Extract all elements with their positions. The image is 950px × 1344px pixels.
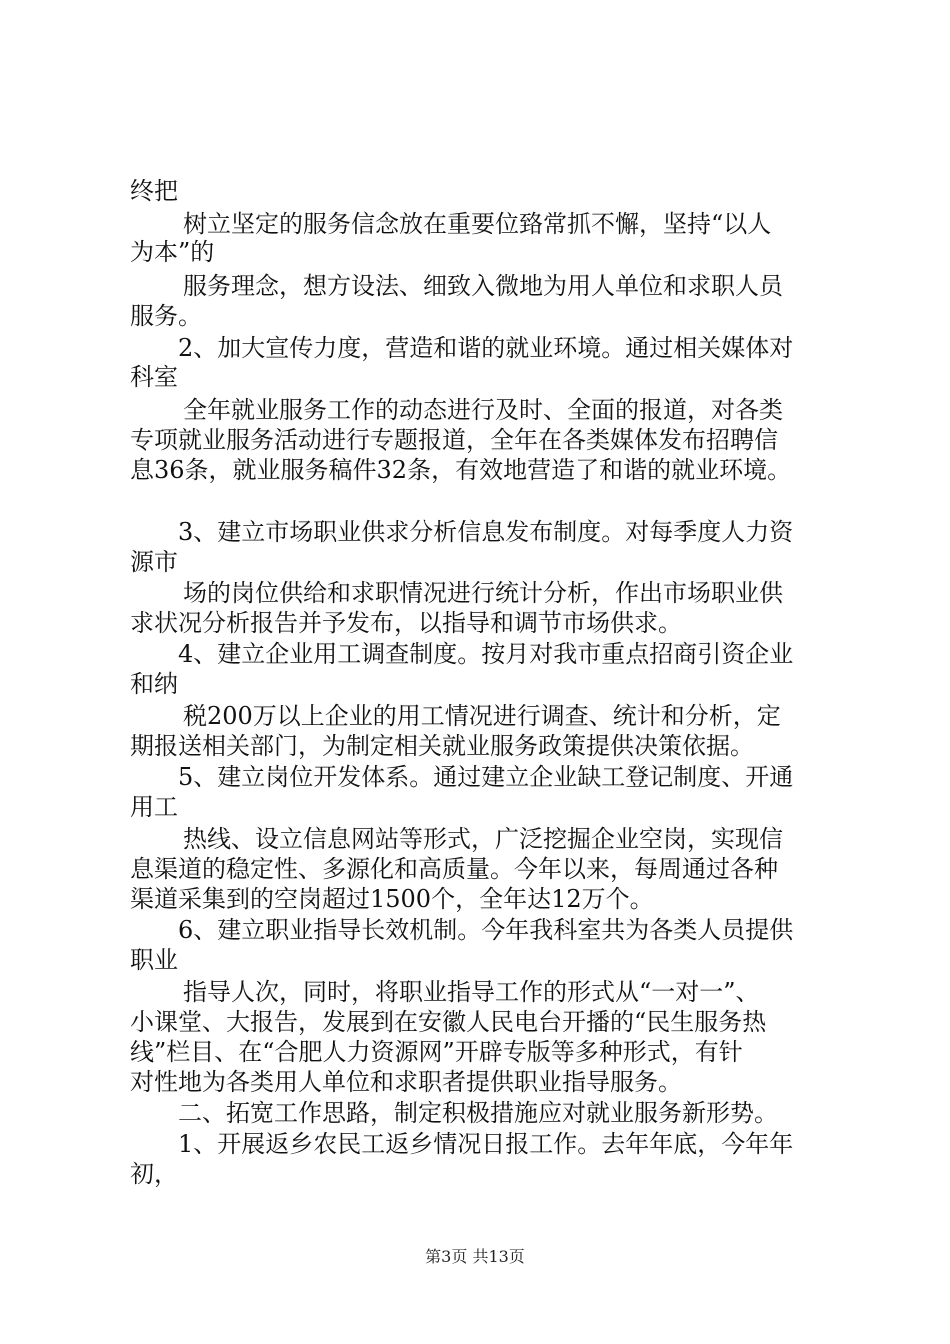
body-line: 全年就业服务工作的动态进行及时、全面的报道，对各类 xyxy=(183,396,783,424)
body-line: 4、建立企业用工调查制度。按月对我市重点招商引资企业 xyxy=(178,640,794,668)
body-line: 3、建立市场职业供求分析信息发布制度。对每季度人力资 xyxy=(178,518,794,546)
body-line: 2、加大宣传力度，营造和谐的就业环境。通过相关媒体对 xyxy=(178,334,794,362)
body-line: 科室 xyxy=(130,363,178,391)
body-line: 线”栏目、在“合肥人力资源网”开辟专版等多种形式，有针 xyxy=(130,1038,743,1066)
body-line: 小课堂、大报告，发展到在安徽人民电台开播的“民生服务热 xyxy=(130,1008,767,1036)
body-line: 5、建立岗位开发体系。通过建立企业缺工登记制度、开通 xyxy=(178,763,794,791)
body-line: 息36条，就业服务稿件32条，有效地营造了和谐的就业环境。 xyxy=(130,456,792,484)
body-line: 和纳 xyxy=(130,670,178,698)
body-line: 初， xyxy=(130,1160,178,1188)
body-line: 期报送相关部门，为制定相关就业服务政策提供决策依据。 xyxy=(130,732,754,760)
body-line: 终把 xyxy=(130,177,178,205)
body-line: 渠道采集到的空岗超过1500个，全年达12万个。 xyxy=(130,885,654,913)
body-line: 对性地为各类用人单位和求职者提供职业指导服务。 xyxy=(130,1068,682,1096)
page-number-footer: 第3页 共13页 xyxy=(425,1247,525,1266)
body-line: 服务。 xyxy=(130,302,202,330)
body-line: 场的岗位供给和求职情况进行统计分析，作出市场职业供 xyxy=(183,579,783,607)
body-line: 源市 xyxy=(130,548,178,576)
body-line: 二、拓宽工作思路，制定积极措施应对就业服务新形势。 xyxy=(178,1099,778,1127)
body-line: 1、开展返乡农民工返乡情况日报工作。去年年底，今年年 xyxy=(178,1130,794,1158)
body-line: 树立坚定的服务信念放在重要位臵常抓不懈，坚持“以人 xyxy=(183,210,772,238)
body-line: 税200万以上企业的用工情况进行调查、统计和分析，定 xyxy=(183,702,781,730)
body-line: 指导人次，同时，将职业指导工作的形式从“一对一”、 xyxy=(183,978,760,1006)
body-line: 求状况分析报告并予发布，以指导和调节市场供求。 xyxy=(130,609,682,637)
body-line: 用工 xyxy=(130,793,178,821)
body-line: 息渠道的稳定性、多源化和高质量。今年以来，每周通过各种 xyxy=(130,855,778,883)
body-line: 职业 xyxy=(130,946,178,974)
body-line: 为本”的 xyxy=(130,238,215,266)
body-line: 专项就业服务活动进行专题报道，全年在各类媒体发布招聘信 xyxy=(130,426,778,454)
body-line: 热线、设立信息网站等形式，广泛挖掘企业空岗，实现信 xyxy=(183,825,783,853)
body-line: 6、建立职业指导长效机制。今年我科室共为各类人员提供 xyxy=(178,916,794,944)
body-line: 服务理念，想方设法、细致入微地为用人单位和求职人员 xyxy=(183,272,783,300)
